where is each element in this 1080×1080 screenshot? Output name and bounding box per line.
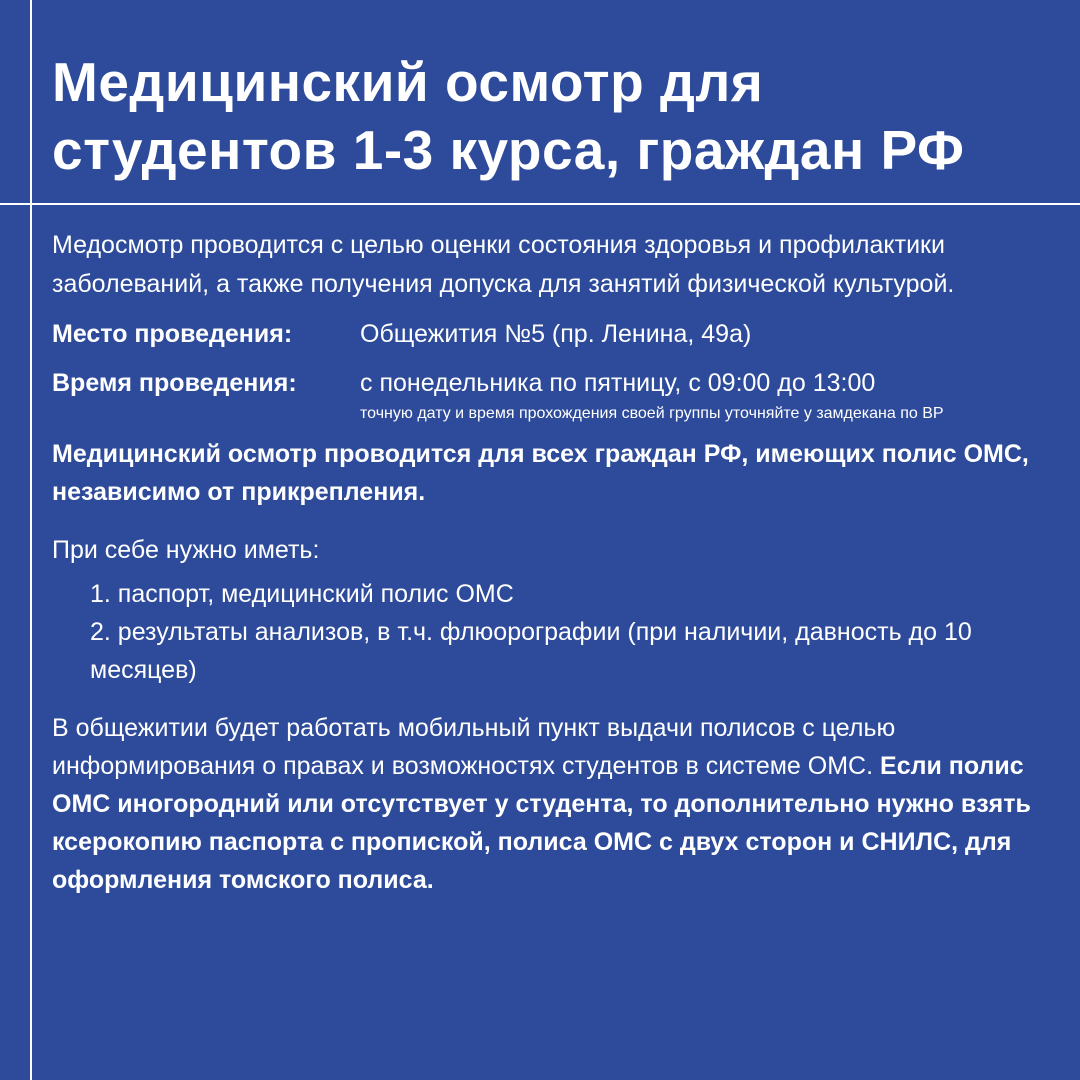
vertical-divider-line bbox=[30, 0, 32, 1080]
intro-paragraph: Медосмотр проводится с целью оценки состояния здоровья и профилактики заболеваний, а также получения допуска для занятий физической культурой. bbox=[52, 231, 955, 298]
final-text-normal: В общежитии будет работать мобильный пункт выдачи полисов с целью информирования о правах и возможностях студентов в системе ОМС. bbox=[52, 714, 896, 780]
bring-list bbox=[90, 575, 1042, 689]
oms-notice: Медицинский осмотр проводится для всех граждан РФ, имеющих полис ОМС, независимо от прикрепления. bbox=[52, 440, 1029, 506]
final-text-bold: Если полис ОМС иногородний или отсутствует у студента, то дополнительно нужно взять ксерокопию паспорта с пропиской, полиса ОМС с двух сторон и СНИЛС, для оформления томского полиса. bbox=[52, 752, 1031, 894]
place-label: Место проведения: bbox=[52, 320, 293, 348]
page-title bbox=[52, 48, 1062, 184]
place-row bbox=[52, 318, 1042, 350]
title-line-2: студентов 1-3 курса, граждан РФ bbox=[52, 119, 965, 181]
time-value: с понедельника по пятницу, с 09:00 до 13:00 bbox=[360, 369, 876, 397]
time-label: Время проведения: bbox=[52, 369, 297, 397]
list-item: 1. паспорт, медицинский полис ОМС bbox=[90, 580, 514, 608]
bring-title: При себе нужно иметь: bbox=[52, 536, 320, 564]
final-paragraph bbox=[52, 709, 1042, 899]
time-row bbox=[52, 367, 1042, 399]
list-item: 2. результаты анализов, в т.ч. флюорографии (при наличии, давность до 10 месяцев) bbox=[90, 618, 972, 684]
time-note: точную дату и время прохождения своей группы уточняйте у замдекана по ВР bbox=[360, 405, 944, 422]
title-line-1: Медицинский осмотр для bbox=[52, 51, 764, 113]
main-content bbox=[52, 226, 1042, 899]
horizontal-divider-line bbox=[0, 203, 1080, 205]
place-value: Общежития №5 (пр. Ленина, 49а) bbox=[360, 320, 752, 348]
